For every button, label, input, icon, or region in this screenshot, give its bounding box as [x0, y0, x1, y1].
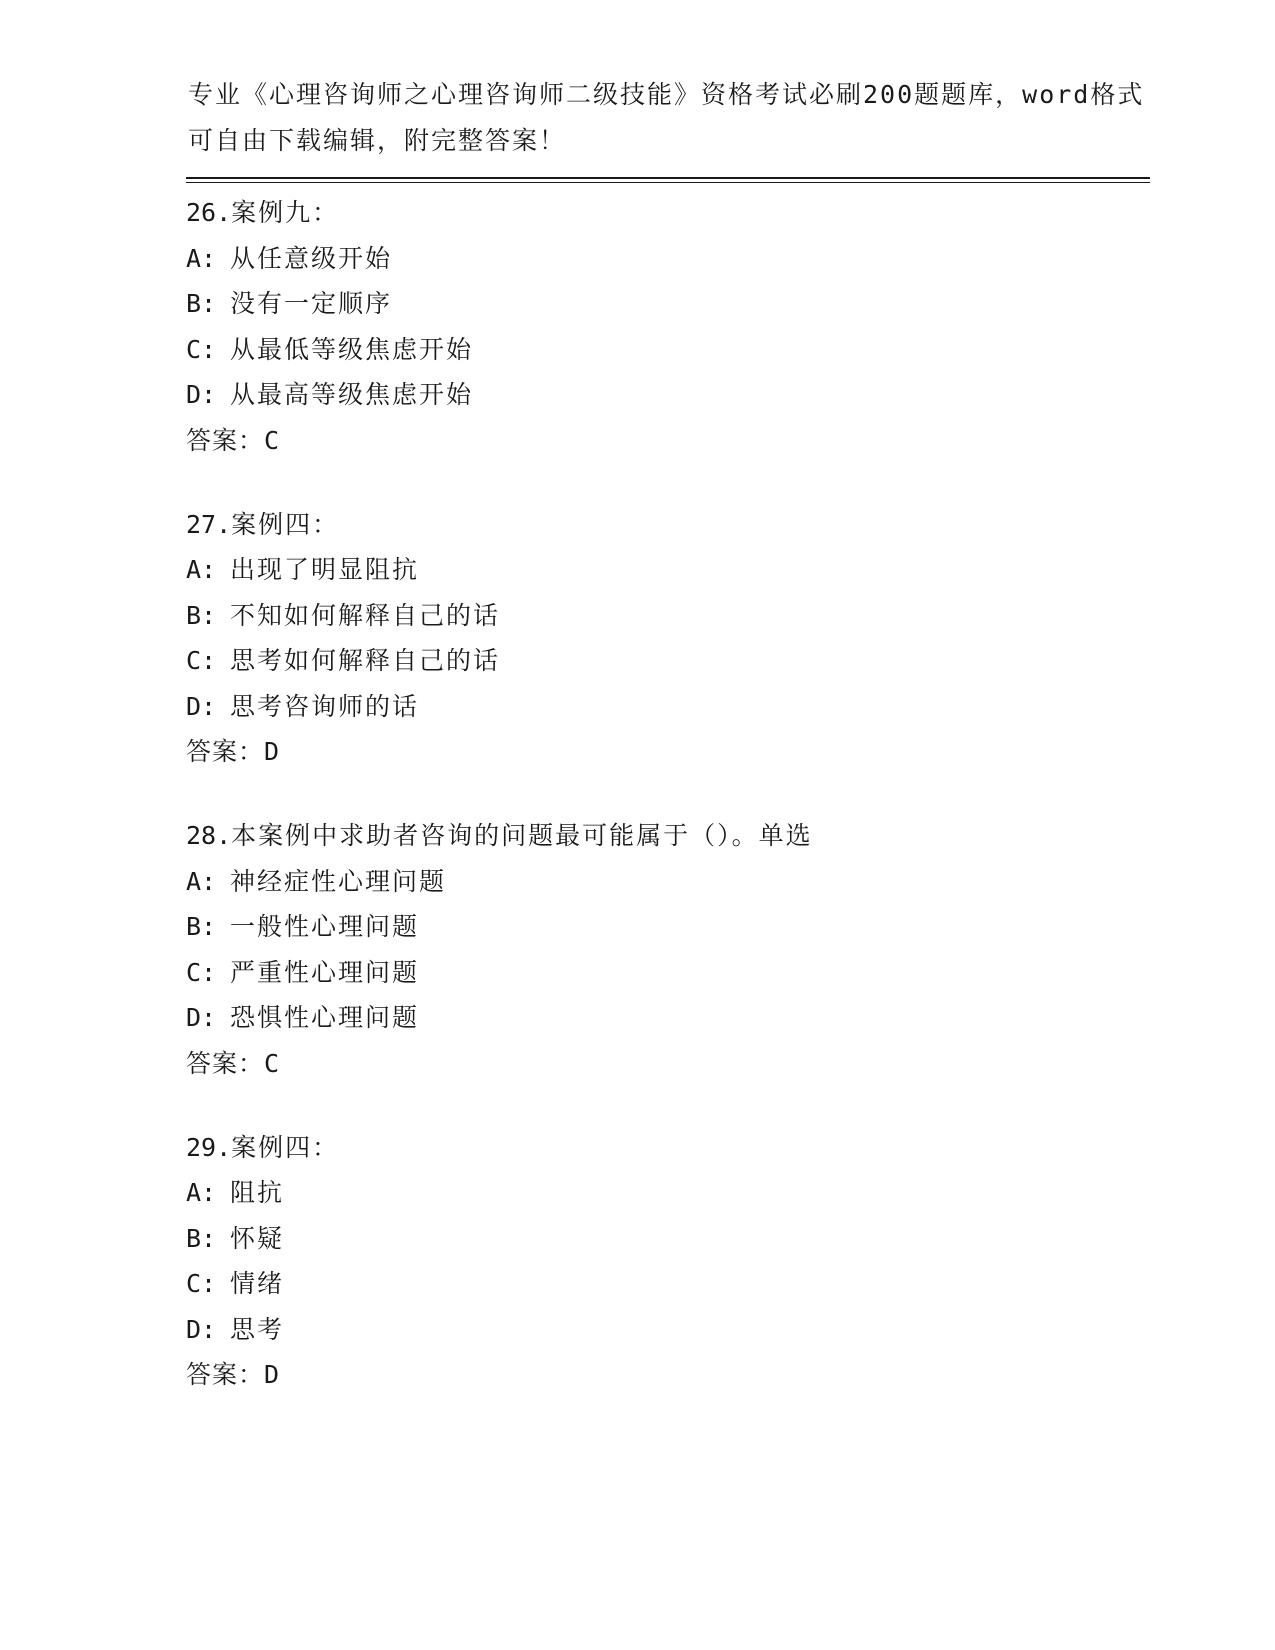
- option-key: B:: [186, 912, 217, 941]
- option-text: 神经症性心理问题: [230, 866, 447, 896]
- question-number: 28.: [186, 821, 232, 850]
- option-text: 严重性心理问题: [230, 957, 420, 987]
- answer-label: 答案：: [186, 1048, 265, 1078]
- question-number: 27.: [186, 509, 232, 539]
- question-title: [186, 502, 1146, 548]
- option-c: [186, 950, 1146, 996]
- document-header: [188, 72, 1145, 163]
- answer-line: [186, 1352, 1146, 1398]
- option-b: [186, 1216, 1146, 1262]
- question-27: [186, 502, 1146, 776]
- option-key: B:: [186, 289, 217, 318]
- option-key: C:: [186, 957, 217, 987]
- question-text: 案例四：: [231, 509, 340, 539]
- option-d: [186, 995, 1146, 1041]
- option-a: [186, 236, 1146, 282]
- question-26: [186, 190, 1146, 464]
- option-text: 从任意级开始: [230, 243, 393, 273]
- answer-label: 答案：: [186, 737, 265, 766]
- header-divider-thin: [186, 182, 1150, 183]
- option-text: 从最高等级焦虑开始: [230, 380, 474, 409]
- header-line-1: 专业《心理咨询师之心理咨询师二级技能》资格考试必刷200题题库，word格式: [188, 80, 1145, 109]
- option-text: 思考: [230, 1314, 285, 1344]
- option-text: 恐惧性心理问题: [230, 1003, 420, 1032]
- option-d: [186, 1307, 1146, 1353]
- question-text: 案例九：: [231, 198, 340, 227]
- option-c: [186, 327, 1146, 373]
- answer-value: C: [264, 425, 281, 455]
- option-key: D:: [186, 1003, 217, 1032]
- option-key: B:: [186, 600, 217, 630]
- question-29: [186, 1125, 1146, 1399]
- question-title: [186, 190, 1146, 236]
- option-text: 怀疑: [230, 1223, 285, 1253]
- answer-label: 答案：: [186, 425, 265, 455]
- answer-label: 答案：: [186, 1360, 265, 1389]
- option-d: [186, 684, 1146, 730]
- option-key: A:: [186, 243, 217, 273]
- option-text: 思考咨询师的话: [230, 691, 420, 721]
- option-b: [186, 281, 1146, 327]
- question-list: [186, 190, 1146, 1436]
- option-d: [186, 372, 1146, 418]
- answer-line: [186, 418, 1146, 464]
- option-text: 思考如何解释自己的话: [230, 646, 501, 675]
- option-key: C:: [186, 1269, 217, 1298]
- option-c: [186, 1261, 1146, 1307]
- option-key: C:: [186, 646, 217, 675]
- question-text: 本案例中求助者咨询的问题最可能属于（）。单选: [231, 821, 813, 850]
- question-number: 26.: [186, 198, 232, 227]
- option-key: D:: [186, 1314, 217, 1344]
- option-key: A:: [186, 866, 217, 896]
- answer-line: [186, 1041, 1146, 1087]
- option-key: A:: [186, 1178, 217, 1207]
- option-text: 阻抗: [230, 1178, 285, 1207]
- option-text: 情绪: [230, 1269, 285, 1298]
- header-line-2: 可自由下载编辑，附完整答案！: [188, 125, 567, 155]
- option-text: 没有一定顺序: [230, 289, 393, 318]
- question-28: [186, 813, 1146, 1087]
- option-text: 从最低等级焦虑开始: [230, 334, 474, 364]
- option-text: 不知如何解释自己的话: [230, 600, 501, 630]
- option-key: D:: [186, 380, 217, 409]
- option-key: D:: [186, 691, 217, 721]
- answer-value: C: [264, 1048, 281, 1078]
- option-b: [186, 904, 1146, 950]
- answer-value: D: [264, 737, 281, 766]
- option-key: A:: [186, 555, 217, 584]
- option-a: [186, 859, 1146, 905]
- option-b: [186, 593, 1146, 639]
- header-divider-thick: [186, 177, 1150, 179]
- option-key: B:: [186, 1223, 217, 1253]
- question-text: 案例四：: [231, 1132, 340, 1162]
- question-title: [186, 1125, 1146, 1171]
- option-text: 一般性心理问题: [230, 912, 420, 941]
- question-title: [186, 813, 1146, 859]
- answer-line: [186, 729, 1146, 775]
- question-number: 29.: [186, 1132, 232, 1162]
- option-c: [186, 638, 1146, 684]
- option-a: [186, 547, 1146, 593]
- answer-value: D: [264, 1360, 281, 1389]
- option-key: C:: [186, 334, 217, 364]
- option-a: [186, 1170, 1146, 1216]
- option-text: 出现了明显阻抗: [230, 555, 420, 584]
